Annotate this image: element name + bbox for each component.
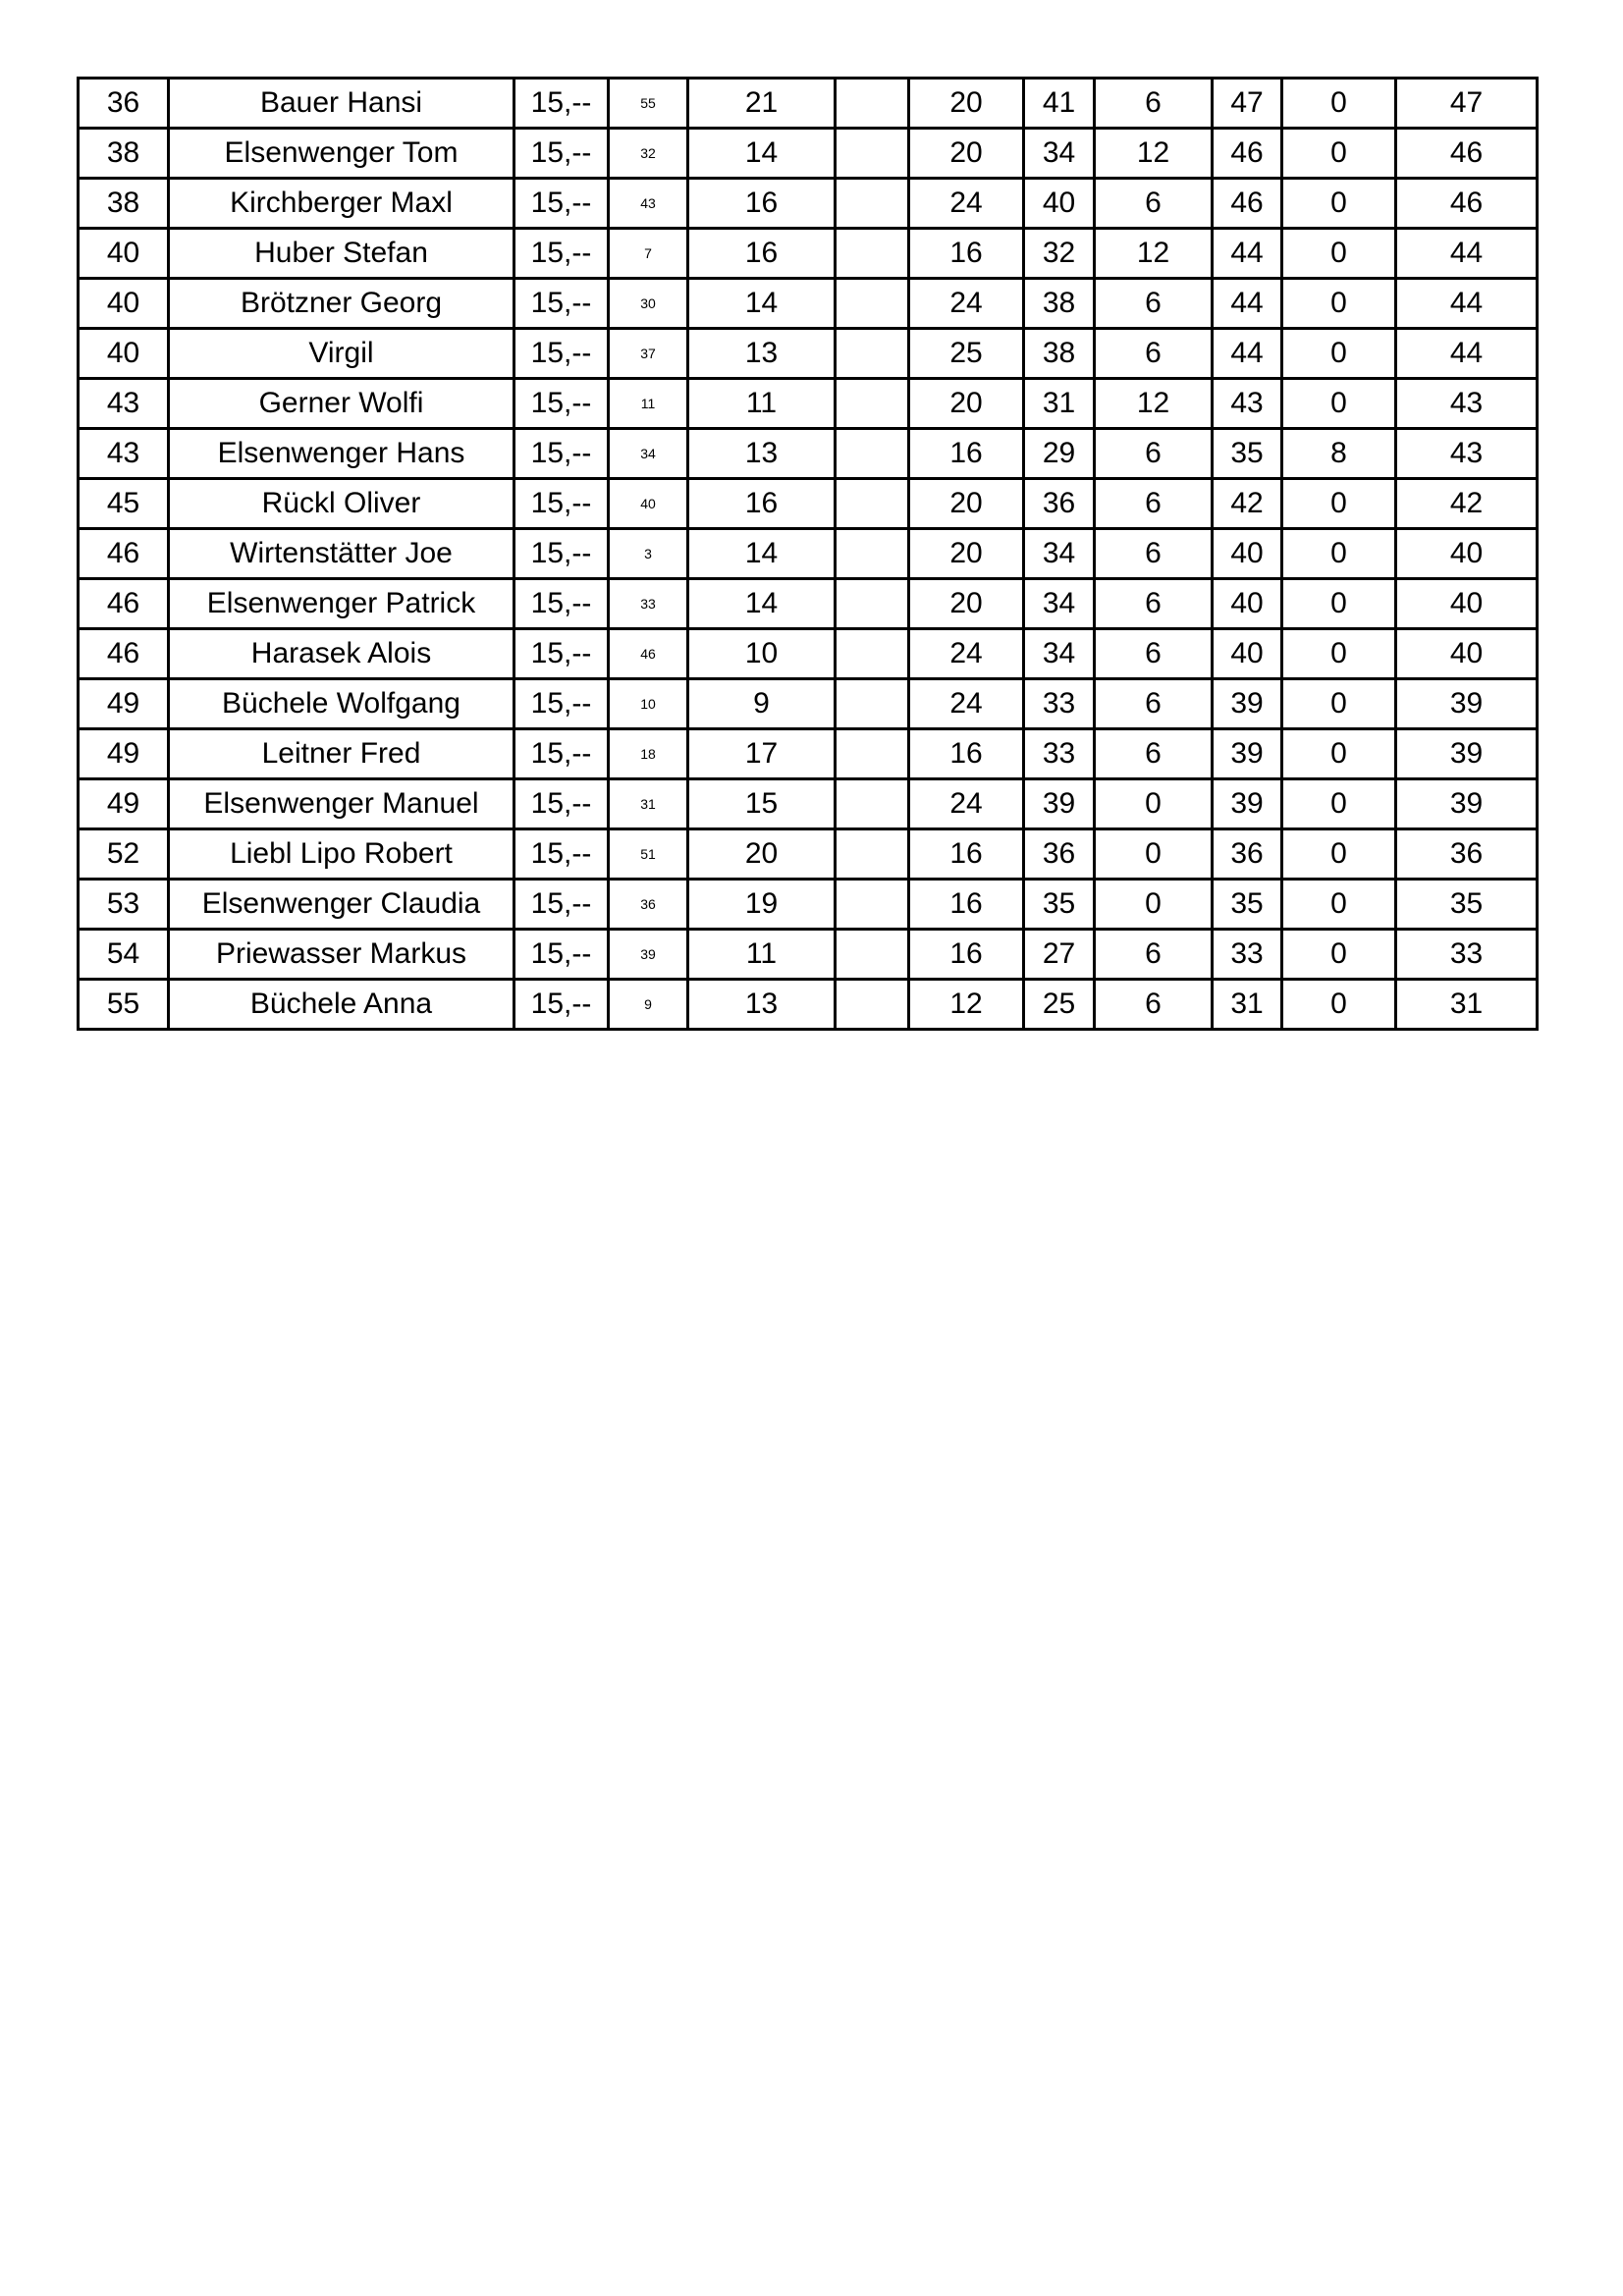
fee-cell: 15,-- <box>514 779 609 829</box>
final-total-cell: 44 <box>1396 329 1538 379</box>
bonus-cell: 6 <box>1095 479 1213 529</box>
fee-cell: 15,-- <box>514 279 609 329</box>
score-2-cell: 24 <box>909 629 1024 679</box>
name-cell: Wirtenstätter Joe <box>169 529 514 579</box>
start-number-cell: 43 <box>609 179 688 229</box>
start-number-cell: 10 <box>609 679 688 729</box>
name-cell: Liebl Lipo Robert <box>169 829 514 880</box>
rank-cell: 46 <box>79 579 169 629</box>
name-cell: Elsenwenger Manuel <box>169 779 514 829</box>
fee-cell: 15,-- <box>514 679 609 729</box>
final-total-cell: 46 <box>1396 129 1538 179</box>
blank-cell <box>836 930 909 980</box>
subtotal-cell: 40 <box>1024 179 1095 229</box>
fee-cell: 15,-- <box>514 579 609 629</box>
fee-cell: 15,-- <box>514 129 609 179</box>
extra-cell: 0 <box>1282 129 1396 179</box>
score-1-cell: 14 <box>688 579 836 629</box>
score-2-cell: 20 <box>909 79 1024 129</box>
final-total-cell: 39 <box>1396 679 1538 729</box>
name-cell: Elsenwenger Claudia <box>169 880 514 930</box>
table-row <box>79 579 1538 629</box>
fee-cell: 15,-- <box>514 930 609 980</box>
fee-cell: 15,-- <box>514 79 609 129</box>
bonus-cell: 0 <box>1095 779 1213 829</box>
score-2-cell: 25 <box>909 329 1024 379</box>
rank-cell: 46 <box>79 629 169 679</box>
total-cell: 40 <box>1213 529 1282 579</box>
rank-cell: 53 <box>79 880 169 930</box>
rank-cell: 49 <box>79 729 169 779</box>
total-cell: 39 <box>1213 779 1282 829</box>
extra-cell: 0 <box>1282 930 1396 980</box>
blank-cell <box>836 79 909 129</box>
score-2-cell: 24 <box>909 679 1024 729</box>
final-total-cell: 43 <box>1396 379 1538 429</box>
subtotal-cell: 39 <box>1024 779 1095 829</box>
name-cell: Elsenwenger Tom <box>169 129 514 179</box>
subtotal-cell: 25 <box>1024 980 1095 1030</box>
score-2-cell: 20 <box>909 129 1024 179</box>
subtotal-cell: 41 <box>1024 79 1095 129</box>
total-cell: 42 <box>1213 479 1282 529</box>
total-cell: 35 <box>1213 429 1282 479</box>
name-cell: Virgil <box>169 329 514 379</box>
rank-cell: 40 <box>79 279 169 329</box>
score-1-cell: 10 <box>688 629 836 679</box>
bonus-cell: 6 <box>1095 980 1213 1030</box>
rank-cell: 45 <box>79 479 169 529</box>
rank-cell: 38 <box>79 179 169 229</box>
total-cell: 35 <box>1213 880 1282 930</box>
table-row <box>79 679 1538 729</box>
table-row <box>79 429 1538 479</box>
blank-cell <box>836 329 909 379</box>
subtotal-cell: 29 <box>1024 429 1095 479</box>
blank-cell <box>836 679 909 729</box>
start-number-cell: 11 <box>609 379 688 429</box>
fee-cell: 15,-- <box>514 179 609 229</box>
score-2-cell: 24 <box>909 179 1024 229</box>
total-cell: 46 <box>1213 179 1282 229</box>
final-total-cell: 39 <box>1396 779 1538 829</box>
fee-cell: 15,-- <box>514 729 609 779</box>
blank-cell <box>836 579 909 629</box>
table-row <box>79 779 1538 829</box>
results-table <box>77 77 1539 1031</box>
total-cell: 44 <box>1213 329 1282 379</box>
subtotal-cell: 38 <box>1024 279 1095 329</box>
final-total-cell: 40 <box>1396 579 1538 629</box>
total-cell: 31 <box>1213 980 1282 1030</box>
table-row <box>79 279 1538 329</box>
blank-cell <box>836 429 909 479</box>
bonus-cell: 6 <box>1095 930 1213 980</box>
start-number-cell: 31 <box>609 779 688 829</box>
table-row <box>79 629 1538 679</box>
extra-cell: 0 <box>1282 379 1396 429</box>
fee-cell: 15,-- <box>514 529 609 579</box>
score-2-cell: 16 <box>909 729 1024 779</box>
subtotal-cell: 33 <box>1024 729 1095 779</box>
score-2-cell: 20 <box>909 579 1024 629</box>
bonus-cell: 6 <box>1095 429 1213 479</box>
table-row <box>79 329 1538 379</box>
extra-cell: 0 <box>1282 179 1396 229</box>
final-total-cell: 47 <box>1396 79 1538 129</box>
rank-cell: 40 <box>79 329 169 379</box>
blank-cell <box>836 479 909 529</box>
extra-cell: 0 <box>1282 980 1396 1030</box>
score-1-cell: 21 <box>688 79 836 129</box>
final-total-cell: 35 <box>1396 880 1538 930</box>
table-row <box>79 129 1538 179</box>
subtotal-cell: 34 <box>1024 579 1095 629</box>
bonus-cell: 0 <box>1095 829 1213 880</box>
subtotal-cell: 32 <box>1024 229 1095 279</box>
name-cell: Bauer Hansi <box>169 79 514 129</box>
table-row <box>79 79 1538 129</box>
score-2-cell: 20 <box>909 529 1024 579</box>
subtotal-cell: 38 <box>1024 329 1095 379</box>
extra-cell: 0 <box>1282 729 1396 779</box>
name-cell: Leitner Fred <box>169 729 514 779</box>
score-2-cell: 20 <box>909 479 1024 529</box>
score-1-cell: 13 <box>688 429 836 479</box>
subtotal-cell: 34 <box>1024 129 1095 179</box>
bonus-cell: 6 <box>1095 679 1213 729</box>
fee-cell: 15,-- <box>514 479 609 529</box>
final-total-cell: 31 <box>1396 980 1538 1030</box>
bonus-cell: 6 <box>1095 329 1213 379</box>
extra-cell: 0 <box>1282 779 1396 829</box>
score-1-cell: 20 <box>688 829 836 880</box>
start-number-cell: 36 <box>609 880 688 930</box>
rank-cell: 46 <box>79 529 169 579</box>
subtotal-cell: 34 <box>1024 529 1095 579</box>
start-number-cell: 32 <box>609 129 688 179</box>
start-number-cell: 40 <box>609 479 688 529</box>
score-2-cell: 24 <box>909 779 1024 829</box>
name-cell: Elsenwenger Hans <box>169 429 514 479</box>
start-number-cell: 7 <box>609 229 688 279</box>
final-total-cell: 39 <box>1396 729 1538 779</box>
total-cell: 36 <box>1213 829 1282 880</box>
rank-cell: 40 <box>79 229 169 279</box>
blank-cell <box>836 880 909 930</box>
table-row <box>79 529 1538 579</box>
table-body <box>79 79 1538 1030</box>
start-number-cell: 37 <box>609 329 688 379</box>
bonus-cell: 6 <box>1095 179 1213 229</box>
subtotal-cell: 35 <box>1024 880 1095 930</box>
final-total-cell: 42 <box>1396 479 1538 529</box>
table-row <box>79 729 1538 779</box>
score-1-cell: 14 <box>688 129 836 179</box>
blank-cell <box>836 980 909 1030</box>
blank-cell <box>836 129 909 179</box>
score-1-cell: 9 <box>688 679 836 729</box>
score-1-cell: 14 <box>688 529 836 579</box>
score-1-cell: 15 <box>688 779 836 829</box>
bonus-cell: 6 <box>1095 79 1213 129</box>
name-cell: Gerner Wolfi <box>169 379 514 429</box>
rank-cell: 54 <box>79 930 169 980</box>
name-cell: Priewasser Markus <box>169 930 514 980</box>
bonus-cell: 12 <box>1095 129 1213 179</box>
blank-cell <box>836 729 909 779</box>
table-row <box>79 980 1538 1030</box>
fee-cell: 15,-- <box>514 429 609 479</box>
extra-cell: 0 <box>1282 629 1396 679</box>
total-cell: 39 <box>1213 729 1282 779</box>
rank-cell: 52 <box>79 829 169 880</box>
table-row <box>79 379 1538 429</box>
table-row <box>79 829 1538 880</box>
extra-cell: 8 <box>1282 429 1396 479</box>
table-row <box>79 229 1538 279</box>
fee-cell: 15,-- <box>514 229 609 279</box>
table-row <box>79 179 1538 229</box>
name-cell: Brötzner Georg <box>169 279 514 329</box>
total-cell: 44 <box>1213 279 1282 329</box>
fee-cell: 15,-- <box>514 629 609 679</box>
final-total-cell: 36 <box>1396 829 1538 880</box>
total-cell: 43 <box>1213 379 1282 429</box>
final-total-cell: 40 <box>1396 529 1538 579</box>
subtotal-cell: 34 <box>1024 629 1095 679</box>
fee-cell: 15,-- <box>514 829 609 880</box>
extra-cell: 0 <box>1282 529 1396 579</box>
start-number-cell: 55 <box>609 79 688 129</box>
table-row <box>79 930 1538 980</box>
bonus-cell: 0 <box>1095 880 1213 930</box>
score-2-cell: 16 <box>909 880 1024 930</box>
name-cell: Harasek Alois <box>169 629 514 679</box>
start-number-cell: 46 <box>609 629 688 679</box>
extra-cell: 0 <box>1282 880 1396 930</box>
extra-cell: 0 <box>1282 679 1396 729</box>
blank-cell <box>836 829 909 880</box>
final-total-cell: 33 <box>1396 930 1538 980</box>
start-number-cell: 34 <box>609 429 688 479</box>
blank-cell <box>836 629 909 679</box>
extra-cell: 0 <box>1282 829 1396 880</box>
bonus-cell: 6 <box>1095 279 1213 329</box>
extra-cell: 0 <box>1282 479 1396 529</box>
rank-cell: 43 <box>79 379 169 429</box>
total-cell: 40 <box>1213 629 1282 679</box>
extra-cell: 0 <box>1282 279 1396 329</box>
score-1-cell: 13 <box>688 329 836 379</box>
total-cell: 47 <box>1213 79 1282 129</box>
extra-cell: 0 <box>1282 229 1396 279</box>
name-cell: Rückl Oliver <box>169 479 514 529</box>
score-1-cell: 13 <box>688 980 836 1030</box>
bonus-cell: 12 <box>1095 229 1213 279</box>
fee-cell: 15,-- <box>514 880 609 930</box>
score-2-cell: 16 <box>909 429 1024 479</box>
final-total-cell: 44 <box>1396 279 1538 329</box>
fee-cell: 15,-- <box>514 980 609 1030</box>
score-1-cell: 14 <box>688 279 836 329</box>
bonus-cell: 6 <box>1095 629 1213 679</box>
score-2-cell: 16 <box>909 229 1024 279</box>
subtotal-cell: 36 <box>1024 479 1095 529</box>
fee-cell: 15,-- <box>514 329 609 379</box>
start-number-cell: 9 <box>609 980 688 1030</box>
start-number-cell: 51 <box>609 829 688 880</box>
blank-cell <box>836 229 909 279</box>
score-1-cell: 19 <box>688 880 836 930</box>
fee-cell: 15,-- <box>514 379 609 429</box>
rank-cell: 49 <box>79 679 169 729</box>
final-total-cell: 46 <box>1396 179 1538 229</box>
total-cell: 33 <box>1213 930 1282 980</box>
rank-cell: 43 <box>79 429 169 479</box>
score-1-cell: 16 <box>688 479 836 529</box>
rank-cell: 36 <box>79 79 169 129</box>
extra-cell: 0 <box>1282 79 1396 129</box>
bonus-cell: 6 <box>1095 729 1213 779</box>
blank-cell <box>836 179 909 229</box>
blank-cell <box>836 529 909 579</box>
final-total-cell: 43 <box>1396 429 1538 479</box>
score-1-cell: 16 <box>688 179 836 229</box>
start-number-cell: 3 <box>609 529 688 579</box>
total-cell: 39 <box>1213 679 1282 729</box>
score-1-cell: 11 <box>688 930 836 980</box>
blank-cell <box>836 779 909 829</box>
subtotal-cell: 36 <box>1024 829 1095 880</box>
table-row <box>79 479 1538 529</box>
table-row <box>79 880 1538 930</box>
subtotal-cell: 27 <box>1024 930 1095 980</box>
start-number-cell: 33 <box>609 579 688 629</box>
extra-cell: 0 <box>1282 329 1396 379</box>
name-cell: Kirchberger Maxl <box>169 179 514 229</box>
score-2-cell: 16 <box>909 829 1024 880</box>
total-cell: 44 <box>1213 229 1282 279</box>
score-1-cell: 16 <box>688 229 836 279</box>
bonus-cell: 12 <box>1095 379 1213 429</box>
total-cell: 46 <box>1213 129 1282 179</box>
subtotal-cell: 31 <box>1024 379 1095 429</box>
final-total-cell: 40 <box>1396 629 1538 679</box>
score-2-cell: 12 <box>909 980 1024 1030</box>
name-cell: Huber Stefan <box>169 229 514 279</box>
extra-cell: 0 <box>1282 579 1396 629</box>
blank-cell <box>836 379 909 429</box>
score-2-cell: 24 <box>909 279 1024 329</box>
name-cell: Elsenwenger Patrick <box>169 579 514 629</box>
subtotal-cell: 33 <box>1024 679 1095 729</box>
score-2-cell: 20 <box>909 379 1024 429</box>
total-cell: 40 <box>1213 579 1282 629</box>
name-cell: Büchele Anna <box>169 980 514 1030</box>
start-number-cell: 18 <box>609 729 688 779</box>
rank-cell: 38 <box>79 129 169 179</box>
bonus-cell: 6 <box>1095 529 1213 579</box>
blank-cell <box>836 279 909 329</box>
rank-cell: 55 <box>79 980 169 1030</box>
score-2-cell: 16 <box>909 930 1024 980</box>
score-1-cell: 17 <box>688 729 836 779</box>
start-number-cell: 30 <box>609 279 688 329</box>
final-total-cell: 44 <box>1396 229 1538 279</box>
bonus-cell: 6 <box>1095 579 1213 629</box>
score-1-cell: 11 <box>688 379 836 429</box>
start-number-cell: 39 <box>609 930 688 980</box>
rank-cell: 49 <box>79 779 169 829</box>
name-cell: Büchele Wolfgang <box>169 679 514 729</box>
